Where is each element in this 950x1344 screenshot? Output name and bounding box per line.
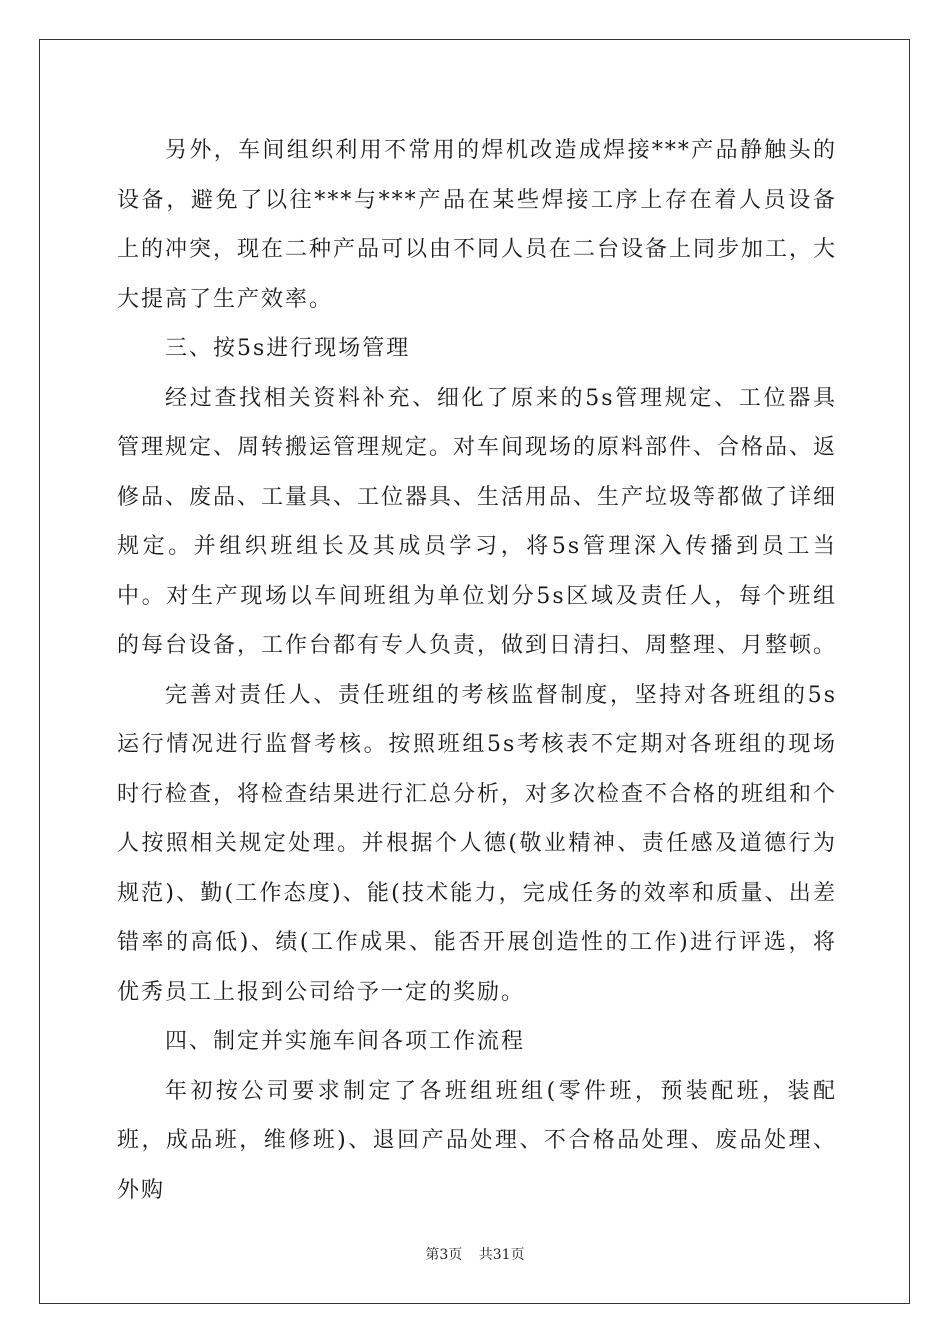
paragraph-workflow: 年初按公司要求制定了各班组班组(零件班，预装配班，装配班，成品班，维修班)、退回产品处理、不合格品处理、废品处理、外购 xyxy=(117,1078,837,1203)
paragraph-5s-rules: 经过查找相关资料补充、细化了原来的5s管理规定、工位器具管理规定、周转搬运管理规定。对车间现场的原料部件、合格品、返修品、废品、工量具、工位器具、生活用品、生产垃圾等都做了详细规定。并组织班组长及其成员学习，将5s管理深入传播到员工当中。对生产现场以车间班组为单位划分5s区域及责任人，每个班组的每台设备，工作台都有专人负责，做到日清扫、周整理、月整顿。 xyxy=(117,385,838,658)
page-total: 共31页 xyxy=(478,1247,525,1263)
paragraph-assessment: 完善对责任人、责任班组的考核监督制度，坚持对各班组的5s运行情况进行监督考核。按照班组5s考核表不定期对各班组的现场时行检查，将检查结果进行汇总分析，对多次检查不合格的班组和个人按照相关规定处理。并根据个人德(敬业精神、责任感及道德行为规范)、勤(工作态度)、能(技术能力，完成任务的效率和质量、出差错率的高低)、绩(工作成果、能否开展创造性的工作)进行评选，将优秀员工上报到公司给予一定的奖励。 xyxy=(117,682,838,1005)
section-heading-5s: 三、按5s进行现场管理 xyxy=(165,336,411,361)
document-body xyxy=(117,126,837,1215)
page-footer xyxy=(0,1244,950,1264)
paragraph-welding-equipment: 另外，车间组织利用不常用的焊机改造成焊接***产品静触头的设备，避免了以往***与***产品在某些焊接工序上存在着人员设备上的冲突，现在二种产品可以由不同人员在二台设备上同步加工，大大提高了生产效率。 xyxy=(117,138,838,312)
page-number: 第3页 xyxy=(425,1247,463,1263)
section-heading-workflow: 四、制定并实施车间各项工作流程 xyxy=(165,1029,526,1054)
